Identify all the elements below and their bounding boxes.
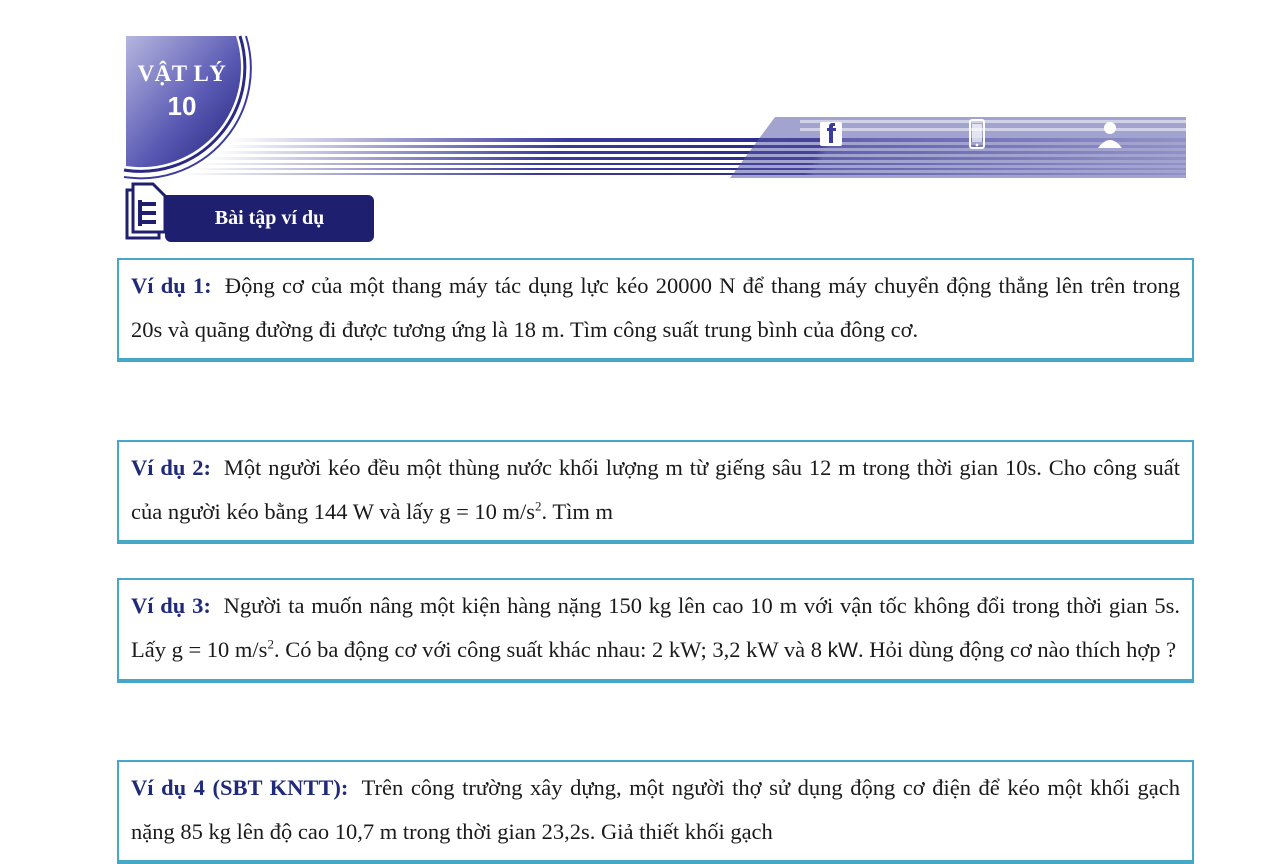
example-text-end: . Tìm m bbox=[541, 499, 613, 524]
example-box-1 bbox=[117, 258, 1194, 362]
subject-title: VẬT LÝ bbox=[137, 61, 227, 86]
grade-number: 10 bbox=[167, 91, 197, 121]
example-text-end: . Hỏi dùng động cơ nào thích hợp ? bbox=[857, 637, 1177, 662]
example-box-2 bbox=[117, 440, 1194, 544]
example-text: Động cơ của một thang máy tác dụng lực kéo 20000 N để thang máy chuyển động thẳng lên trên trong 20s và quãng đường đi được tương ứng là 18 m. Tìm công suất trung bình của đông cơ. bbox=[131, 273, 1180, 342]
unit-kw: kW bbox=[827, 639, 858, 662]
example-label: Ví dụ 4 (SBT KNTT): bbox=[131, 775, 349, 800]
superscript: 2 bbox=[535, 498, 542, 514]
document-icon bbox=[124, 182, 170, 242]
page-header bbox=[0, 0, 1275, 185]
example-label: Ví dụ 2: bbox=[131, 455, 212, 480]
example-box-4 bbox=[117, 760, 1194, 864]
phone-icon[interactable] bbox=[962, 118, 992, 150]
example-text-mid: . Có ba động cơ với công suất khác nhau: 2 kW; 3,2 kW và 8 bbox=[273, 637, 828, 662]
superscript: 2 bbox=[267, 636, 274, 652]
subject-badge-text bbox=[130, 62, 234, 119]
example-label: Ví dụ 1: bbox=[131, 273, 212, 298]
header-stripes bbox=[182, 117, 1186, 178]
example-text: Người ta muốn nâng một kiện hàng nặng 150 kg lên cao 10 m với vận tốc không đổi trong thời gian 5s. Lấy g = 10 m/s bbox=[131, 593, 1181, 662]
example-box-3 bbox=[117, 578, 1194, 683]
section-title: Bài tập ví dụ bbox=[165, 195, 374, 242]
example-text: Trên công trường xây dựng, một người thợ sử dụng động cơ điện để kéo một khối gạch nặng 85 kg lên độ cao 10,7 m trong thời gian 23,2s. Giả thiết khối gạch bbox=[131, 775, 1180, 844]
facebook-icon[interactable] bbox=[816, 118, 846, 150]
user-icon[interactable] bbox=[1095, 118, 1125, 150]
example-label: Ví dụ 3: bbox=[131, 593, 211, 618]
example-text: Một người kéo đều một thùng nước khối lượng m từ giếng sâu 12 m trong thời gian 10s. Cho công suất của người kéo bằng 144 W và lấy g = 10 m/s bbox=[131, 455, 1181, 524]
